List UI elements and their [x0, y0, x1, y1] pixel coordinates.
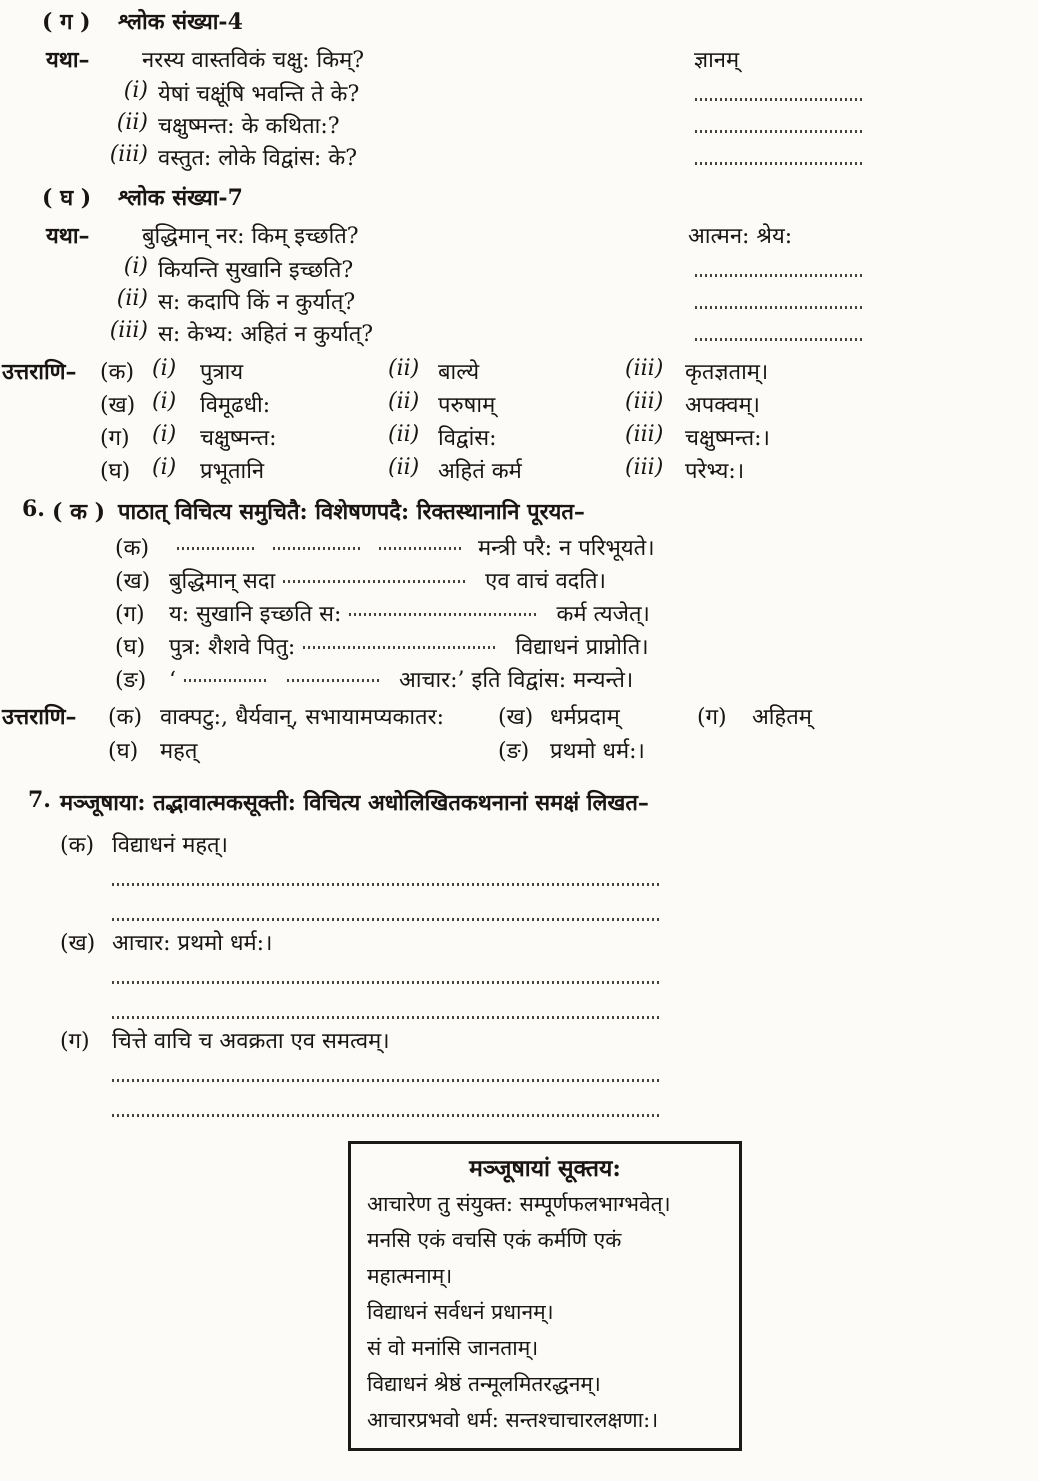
- item-pre-text: ‘: [169, 668, 176, 693]
- answer-text: बाल्ये: [438, 360, 480, 385]
- question-row: [0, 110, 1038, 142]
- answer-dotted-line: [695, 274, 863, 277]
- example-question: बुद्धिमान् नर: किम् इच्छति?: [142, 224, 359, 249]
- answer-text: चक्षुष्मन्त:।: [685, 426, 770, 451]
- answer-text: प्रभूतानि: [200, 459, 265, 484]
- yatha-row: [0, 220, 1038, 254]
- sloka-title: श्लोक संख्या-4: [118, 9, 243, 35]
- item-key: (ङ): [115, 668, 147, 693]
- answer-numeral: (i): [152, 422, 177, 447]
- statement-item: [0, 927, 1038, 961]
- item-key: (ख): [60, 931, 96, 956]
- item-post-text: एव वाचं वदति।: [485, 569, 606, 594]
- answer-key: (ख): [498, 705, 534, 730]
- answer-dotted-line: [112, 918, 660, 921]
- box-line: विद्याधनं सर्वधनं प्रधानम्।: [367, 1300, 554, 1324]
- question-text: कियन्ति सुखानि इच्छति?: [158, 258, 354, 283]
- answers-row: [0, 389, 1038, 422]
- answer-key: (ङ): [498, 739, 530, 764]
- example-answer: ज्ञानम्: [694, 48, 740, 73]
- answer-dotted-line: [112, 1016, 660, 1019]
- answer-numeral: (i): [152, 455, 177, 480]
- answer-text: परेभ्य:।: [685, 459, 745, 484]
- answers-label: उत्तराणि–: [2, 704, 77, 730]
- answer-text: महत्: [160, 739, 198, 764]
- question-numeral: (i): [123, 78, 148, 103]
- question-text: स: कदापि किं न कुर्यात्?: [158, 290, 356, 315]
- answer-numeral: (iii): [625, 389, 664, 414]
- item-pre-text: य: सुखानि इच्छति स:: [169, 602, 342, 627]
- answer-numeral: (ii): [388, 422, 420, 447]
- fill-blank: [379, 547, 461, 550]
- fill-blank-item: [115, 532, 1038, 565]
- answer-text: धर्मप्रदाम्: [550, 705, 620, 730]
- item-pre-text: बुद्धिमान् सदा: [169, 569, 276, 594]
- item-post-text: विद्याधनं प्राप्नोति।: [515, 635, 649, 660]
- box-line: मनसि एकं वचसि एकं कर्मणि एकं: [367, 1228, 622, 1252]
- question-6-heading: [0, 496, 1038, 532]
- answer-dotted-line: [695, 98, 863, 101]
- answer-dotted-line: [695, 338, 863, 341]
- question-text: चक्षुष्मन्त: के कथिता:?: [158, 114, 340, 139]
- answer-text: परुषाम्: [438, 393, 496, 418]
- item-post-text: आचार:’ इति विद्वांस: मन्यन्ते।: [399, 668, 634, 693]
- question-text: वस्तुत: लोके विद्वांस: के?: [158, 146, 358, 171]
- answer-dotted-line: [695, 306, 863, 309]
- answers-row: [0, 422, 1038, 455]
- box-line: आचारेण तु संयुक्त: सम्पूर्णफलभाग्भवेत्।: [367, 1192, 671, 1216]
- box-line: विद्याधनं श्रेष्ठं तन्मूलमितरद्धनम्।: [367, 1372, 601, 1396]
- fill-blank-item: [115, 664, 1038, 697]
- box-line: सं वो मनांसि जानताम्।: [367, 1336, 539, 1360]
- answer-text: पुत्राय: [200, 360, 244, 385]
- fill-blank-item: [115, 565, 1038, 598]
- answer-numeral: (ii): [388, 455, 420, 480]
- answers-row: [0, 455, 1038, 488]
- item-post-text: मन्त्री परै: न परिभूयते।: [478, 536, 655, 561]
- question-row: [0, 254, 1038, 286]
- answer-text: कृतज्ञताम्।: [685, 360, 769, 385]
- answer-dotted-line: [112, 883, 660, 886]
- item-key: (ख): [115, 569, 151, 594]
- question-7-heading: [0, 787, 1038, 823]
- answer-dotted-line: [112, 981, 660, 984]
- answer-numeral: (ii): [388, 389, 420, 414]
- answer-key: (घ): [108, 739, 139, 764]
- question-row: [0, 78, 1038, 110]
- q6-answers-row: [0, 701, 1038, 735]
- fill-blank-item: [115, 631, 1038, 664]
- answer-text: अहितम्: [752, 705, 812, 730]
- answer-numeral: (i): [152, 356, 177, 381]
- answers-label: उत्तराणि–: [2, 359, 77, 385]
- question-number: 6.: [22, 496, 45, 522]
- item-text: विद्याधनं महत्।: [112, 833, 228, 858]
- fill-blank: [287, 679, 382, 682]
- question-numeral: (i): [123, 254, 148, 279]
- fill-blank: [349, 613, 539, 616]
- sloka-heading-1: [0, 6, 1038, 40]
- answer-numeral: (iii): [625, 455, 664, 480]
- fill-blank: [177, 547, 255, 550]
- example-answer: आत्मन: श्रेय:: [688, 224, 793, 249]
- yatha-label: यथा–: [46, 223, 90, 249]
- answer-numeral: (iii): [625, 356, 664, 381]
- yatha-row: [0, 44, 1038, 78]
- question-row: [0, 142, 1038, 174]
- box-line: आचारप्रभवो धर्म: सन्तश्चाचारलक्षणा:।: [367, 1408, 659, 1432]
- answer-key: (क): [108, 705, 143, 730]
- sloka-heading-2: [0, 182, 1038, 216]
- answer-key: (ख): [100, 393, 136, 418]
- statement-item: [0, 1025, 1038, 1059]
- example-question: नरस्य वास्तविकं चक्षु: किम्?: [142, 48, 365, 73]
- answer-dotted-line: [112, 1114, 660, 1117]
- answers-row: [0, 356, 1038, 389]
- answer-numeral: (ii): [388, 356, 420, 381]
- item-post-text: कर्म त्यजेत्।: [556, 602, 650, 627]
- answer-key: (क): [100, 360, 135, 385]
- answer-key: (घ): [100, 459, 131, 484]
- manjusha-box: [348, 1141, 742, 1451]
- answer-dotted-line: [695, 130, 863, 133]
- statement-item: [0, 829, 1038, 863]
- question-text: स: केभ्य: अहितं न कुर्यात्?: [158, 322, 374, 347]
- item-key: (घ): [115, 635, 146, 660]
- item-key: (ग): [60, 1029, 90, 1054]
- sloka-title: श्लोक संख्या-7: [118, 185, 243, 211]
- question-number: 7.: [28, 787, 51, 813]
- question-numeral: (ii): [116, 110, 148, 135]
- answer-key: (ग): [697, 705, 727, 730]
- question-numeral: (iii): [109, 142, 148, 167]
- sloka-label: ( ग ): [42, 9, 91, 35]
- answer-text: वाक्पटु:, धैर्यवान्, सभायामप्यकातर:: [160, 705, 445, 730]
- yatha-label: यथा–: [46, 47, 90, 73]
- question-numeral: (ii): [116, 286, 148, 311]
- question-row: [0, 286, 1038, 318]
- answer-text: अहितं कर्म: [438, 459, 522, 484]
- question-row: [0, 318, 1038, 350]
- question-numeral: (iii): [109, 318, 148, 343]
- question-title: मञ्जूषाया: तद्भावात्मकसूक्ती: विचित्य अधोलिखितकथनानां समक्षं लिखत–: [60, 790, 649, 816]
- answer-dotted-line: [695, 162, 863, 165]
- item-pre-text: पुत्र: शैशवे पितु:: [169, 635, 296, 660]
- fill-blank-item: [115, 598, 1038, 631]
- q6-answers-row: [0, 735, 1038, 769]
- question-text: येषां चक्षूंषि भवन्ति ते के?: [158, 82, 360, 107]
- box-line: महात्मनाम्।: [367, 1264, 453, 1288]
- fill-blank: [303, 646, 498, 649]
- answer-text: विमूढधी:: [200, 393, 271, 418]
- answer-text: चक्षुष्मन्त:: [200, 426, 277, 451]
- question-title: पाठात् विचित्य समुचितै: विशेषणपदै: रिक्तस्थानानि पूरयत–: [118, 499, 585, 525]
- fill-blank: [184, 679, 269, 682]
- fill-blank: [273, 547, 361, 550]
- answer-text: अपक्वम्।: [685, 393, 761, 418]
- answer-text: प्रथमो धर्म:।: [550, 739, 645, 764]
- item-key: (क): [115, 536, 150, 561]
- answer-text: विद्वांस:: [438, 426, 497, 451]
- item-text: आचार: प्रथमो धर्म:।: [112, 931, 273, 956]
- item-text: चित्ते वाचि च अवक्रता एव समत्वम्।: [112, 1029, 390, 1054]
- item-key: (क): [60, 833, 95, 858]
- answer-dotted-line: [112, 1079, 660, 1082]
- item-key: (ग): [115, 602, 145, 627]
- box-title: मञ्जूषायां सूक्तय:: [469, 1155, 621, 1182]
- sloka-label: ( घ ): [42, 185, 92, 211]
- answer-numeral: (i): [152, 389, 177, 414]
- fill-blank: [283, 580, 468, 583]
- question-sub-label: ( क ): [52, 499, 106, 525]
- answer-numeral: (iii): [625, 422, 664, 447]
- answer-key: (ग): [100, 426, 130, 451]
